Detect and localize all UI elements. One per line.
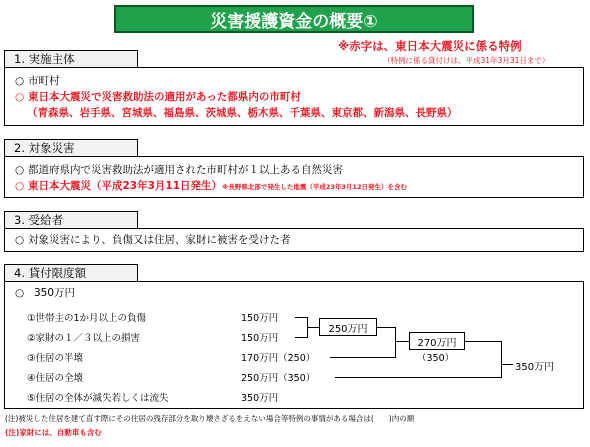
- limit-item-label: ④住居の全壊: [27, 373, 84, 384]
- special-case-deadline: （特例に係る貸付けは、平成31年3月31日まで）: [383, 56, 550, 65]
- bullet-circle-icon: ○: [15, 91, 25, 103]
- limit-item-label: ⑤住居の全体が滅失若しくは流失: [27, 393, 169, 404]
- section-4-box: [4, 281, 584, 409]
- combined-limit-1: 250万円: [319, 318, 377, 336]
- combined-limit-2-sub: （350）: [417, 353, 455, 364]
- limit-item-amount: 350万円: [241, 393, 279, 404]
- limit-item-label: ②家財の１／３以上の損害: [27, 333, 141, 344]
- bracket-line: [295, 317, 307, 318]
- section-1-line-2: ○ 東日本大震災で災害救助法の適用があった都県内の市町村: [15, 91, 301, 103]
- limit-item-amount: 170万円（250）: [241, 353, 316, 364]
- section-2-line-2-note: ※長野県北部で発生した地震（平成23年3月12日発生）を含む: [222, 183, 407, 191]
- bullet-circle-icon: ○: [15, 287, 25, 299]
- bracket-line: [307, 327, 319, 328]
- limit-item-label: ①世帯主の1か月以上の負傷: [27, 313, 147, 324]
- section-3-line-1: ○ 対象災害により、負傷又は住居、家財に被害を受けた者: [15, 234, 291, 246]
- limit-item-amount: 150万円: [241, 333, 279, 344]
- bullet-circle-icon: ○: [15, 75, 25, 87]
- bracket-line: [501, 341, 502, 378]
- section-4-line-1: ○ 350万円: [15, 287, 76, 299]
- limit-item-amount: 150万円: [241, 313, 279, 324]
- combined-limit-2: 270万円: [409, 332, 465, 350]
- section-1-line-1: ○ 市町村: [15, 75, 60, 87]
- bracket-line: [335, 377, 501, 378]
- combined-limit-3: 350万円: [515, 362, 555, 373]
- footnote-1: (注)被災した住居を建て直す際にその住居の残存部分を取り壊さざるをえない場合等特例の事情がある場合は( )内の額: [5, 414, 415, 423]
- section-3-header: 3. 受給者: [4, 211, 138, 229]
- section-1-line-3: （青森県、岩手県、宮城県、福島県、茨城県、栃木県、千葉県、東京都、新潟県、長野県）: [27, 107, 458, 119]
- bracket-line: [330, 357, 395, 358]
- bracket-line: [465, 341, 501, 342]
- bracket-line: [395, 327, 396, 358]
- section-1-box: [4, 67, 584, 126]
- footnote-2: (注)家財には、自動車も含む: [5, 428, 102, 437]
- limit-item-label: ③住居の半壊: [27, 353, 84, 364]
- page-title: 災害援護資金の概要①: [114, 5, 474, 33]
- section-2-header: 2. 対象災害: [4, 139, 138, 157]
- special-case-notice: ※赤字は、東日本大震災に係る特例: [338, 39, 522, 53]
- section-4-header: 4. 貸付限度額: [4, 264, 138, 282]
- limit-item-amount: 250万円（350）: [241, 373, 316, 384]
- bracket-line: [501, 364, 513, 365]
- bullet-circle-icon: ○: [15, 164, 25, 176]
- bracket-line: [295, 337, 307, 338]
- section-2-line-2: ○ 東日本大震災（平成23年3月11日発生）※長野県北部で発生した地震（平成23年3月12日発生）を含む: [15, 180, 407, 192]
- bullet-circle-icon: ○: [15, 234, 25, 246]
- section-3-box: [4, 228, 584, 252]
- section-2-box: [4, 156, 584, 198]
- section-1-header: 1. 実施主体: [4, 50, 138, 68]
- bullet-circle-icon: ○: [15, 180, 25, 192]
- section-2-line-1: ○ 都道府県内で災害救助法が適用された市町村が１以上ある自然災害: [15, 164, 343, 176]
- bracket-line: [377, 327, 395, 328]
- bracket-line: [395, 341, 409, 342]
